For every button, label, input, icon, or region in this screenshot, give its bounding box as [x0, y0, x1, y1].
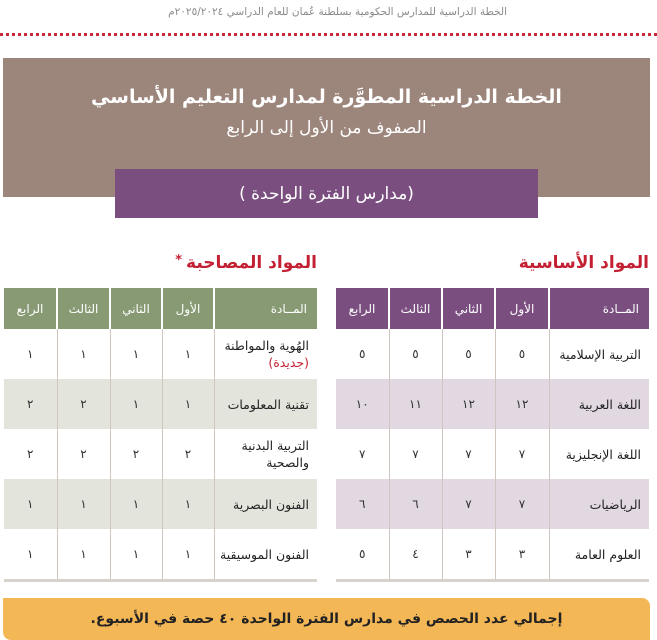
- column-header-grade-1: الأول: [162, 288, 214, 329]
- subject-name: الفنون البصرية: [214, 479, 317, 529]
- grade-1-periods: ٧: [495, 479, 549, 529]
- subject-name: الفنون الموسيقية: [214, 529, 317, 581]
- grade-4-periods: ١٠: [336, 379, 389, 429]
- header-divider: [0, 33, 657, 36]
- column-header-subject: المــادة: [214, 288, 317, 329]
- subject-name: التربية الإسلامية: [549, 329, 649, 379]
- new-subject-badge: (جديدة): [268, 355, 309, 370]
- subject-name: اللغة العربية: [549, 379, 649, 429]
- plan-title: الخطة الدراسية المطوَّرة لمدارس التعليم الأساسي: [91, 86, 562, 108]
- grade-1-periods: ١٢: [495, 379, 549, 429]
- grade-4-periods: ٦: [336, 479, 389, 529]
- column-header-grade-2: الثاني: [442, 288, 495, 329]
- asterisk-note-marker: *: [175, 253, 183, 268]
- table-row: [4, 429, 317, 479]
- column-header-grade-4: الرابع: [4, 288, 57, 329]
- grade-2-periods: ١: [110, 529, 162, 581]
- column-header-grade-4: الرابع: [336, 288, 389, 329]
- aux-subjects-table: [4, 288, 317, 582]
- table-row: [4, 379, 317, 429]
- document-header-caption: الخطة الدراسية للمدارس الحكومية بسلطنة عُمان للعام الدراسي ٢٠٢٥/٢٠٢٤م: [168, 6, 507, 18]
- grade-2-periods: ١٢: [442, 379, 495, 429]
- grade-4-periods: ٥: [336, 529, 389, 581]
- subject-name: [214, 329, 317, 379]
- column-header-grade-3: الثالث: [389, 288, 442, 329]
- grade-1-periods: ١: [162, 329, 214, 379]
- grade-4-periods: ١: [4, 479, 57, 529]
- column-header-grade-1: الأول: [495, 288, 549, 329]
- grade-3-periods: ٢: [57, 379, 110, 429]
- grade-1-periods: ٢: [162, 429, 214, 479]
- aux-subjects-title-text: المواد المصاحبة: [186, 253, 317, 273]
- grade-3-periods: ١١: [389, 379, 442, 429]
- table-row: [336, 429, 649, 479]
- grade-4-periods: ٢: [27, 447, 34, 461]
- table-row: [4, 329, 317, 379]
- grade-3-periods: ١: [57, 479, 110, 529]
- column-header-grade-2: الثاني: [110, 288, 162, 329]
- column-header-subject: المــادة: [549, 288, 649, 329]
- table-row: [4, 529, 317, 581]
- school-type-label: (مدارس الفترة الواحدة ): [115, 169, 538, 218]
- grades-subtitle: الصفوف من الأول إلى الرابع: [226, 118, 427, 138]
- grade-3-periods: ١: [57, 529, 110, 581]
- grade-2-periods: ١: [110, 329, 162, 379]
- grade-2-periods: ٧: [442, 429, 495, 479]
- subject-name: اللغة الإنجليزية: [549, 429, 649, 479]
- total-periods-summary: إجمالي عدد الحصص في مدارس الفترة الواحدة ٤٠ حصة في الأسبوع.: [3, 598, 650, 640]
- grade-3-periods: ٢: [57, 429, 110, 479]
- column-header-grade-3: الثالث: [57, 288, 110, 329]
- grade-3-periods: ٧: [389, 429, 442, 479]
- grade-2-periods: ٧: [442, 479, 495, 529]
- grade-1-periods: ١: [162, 379, 214, 429]
- grade-1-periods: ١: [162, 479, 214, 529]
- table-row: [336, 329, 649, 379]
- grade-1-periods: ٧: [495, 429, 549, 479]
- grade-3-periods: ٤: [389, 529, 442, 581]
- subject-name: التربية البدنية والصحية: [214, 429, 317, 479]
- table-header-row: [4, 288, 317, 329]
- grade-4-periods: ١: [27, 347, 34, 361]
- grade-2-periods: ٣: [442, 529, 495, 581]
- subject-name: العلوم العامة: [549, 529, 649, 581]
- core-subjects-title: المواد الأساسية: [518, 253, 649, 273]
- table-row: [336, 529, 649, 581]
- subject-name-text: الهُوية والمواطنة: [224, 338, 309, 353]
- grade-1-periods: ١: [162, 529, 214, 581]
- table-header-row: [336, 288, 649, 329]
- grade-3-periods: ١: [57, 329, 110, 379]
- subject-name: تقنية المعلومات: [214, 379, 317, 429]
- table-row: [4, 479, 317, 529]
- core-subjects-table: [336, 288, 649, 582]
- table-row: [336, 379, 649, 429]
- table-row: [336, 479, 649, 529]
- aux-subjects-title: [175, 253, 317, 273]
- grade-2-periods: ١: [110, 379, 162, 429]
- grade-4-periods: ٢: [4, 379, 57, 429]
- grade-2-periods: ١: [110, 479, 162, 529]
- grade-3-periods: ٥: [389, 329, 442, 379]
- grade-2-periods: ٥: [442, 329, 495, 379]
- grade-3-periods: ٦: [389, 479, 442, 529]
- grade-4-periods: ٧: [359, 447, 366, 461]
- grade-1-periods: ٣: [495, 529, 549, 581]
- grade-1-periods: ٥: [495, 329, 549, 379]
- grade-4-periods: ١: [4, 529, 57, 581]
- subject-name: الرياضيات: [549, 479, 649, 529]
- grade-2-periods: ٢: [110, 429, 162, 479]
- grade-4-periods: ٥: [359, 347, 366, 361]
